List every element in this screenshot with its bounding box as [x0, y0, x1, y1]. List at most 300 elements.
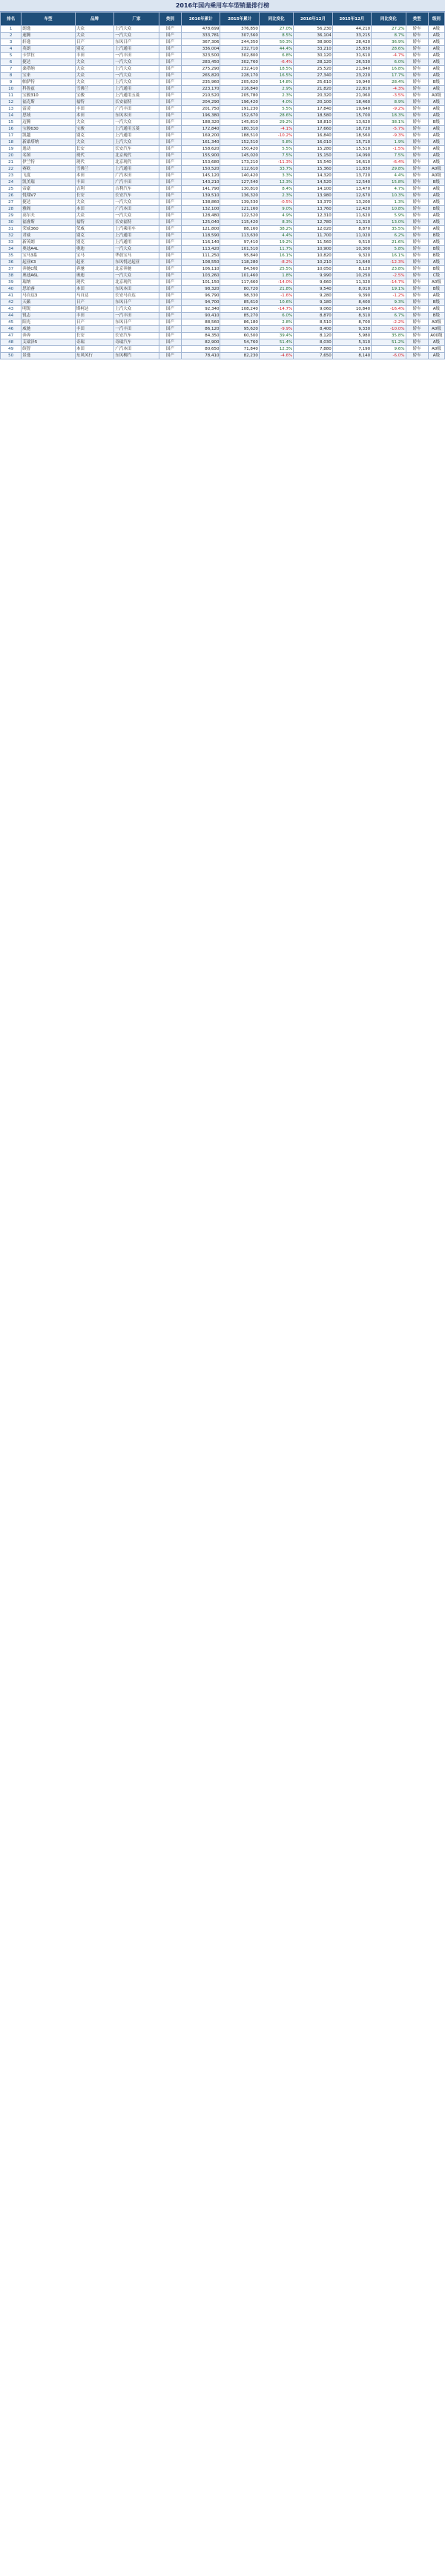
- cell-origin: 国产: [159, 306, 181, 313]
- cell-maker: 长安福特: [114, 219, 159, 226]
- cell-ytd-2016: 275,290: [182, 66, 220, 73]
- cell-origin: 国产: [159, 299, 181, 306]
- cell-car: 帝豪: [22, 186, 76, 193]
- cell-origin: 国产: [159, 66, 181, 73]
- cell-ytd-2016: 145,120: [182, 173, 220, 179]
- table-row: [1, 259, 445, 266]
- cell-brand: 雪佛兰: [75, 86, 113, 93]
- cell-origin: 国产: [159, 213, 181, 219]
- cell-ytd-2015: 112,610: [220, 166, 259, 173]
- cell-dec-2015: 8,700: [332, 319, 371, 326]
- cell-body: 轿车: [406, 139, 428, 146]
- cell-rank: 10: [1, 86, 22, 93]
- cell-ytd-2016: 108,550: [182, 259, 220, 266]
- table-row: [1, 299, 445, 306]
- table-row: [1, 233, 445, 239]
- cell-level: A级: [428, 306, 444, 313]
- cell-dec-change: 35.8%: [372, 333, 406, 339]
- cell-level: B级: [428, 266, 444, 273]
- cell-ytd-2016: 118,590: [182, 233, 220, 239]
- cell-ytd-2015: 121,160: [220, 206, 259, 213]
- cell-brand: 现代: [75, 153, 113, 159]
- cell-body: 轿车: [406, 179, 428, 186]
- cell-dec-2016: 14,100: [294, 186, 332, 193]
- cell-car: 奥迪A4L: [22, 246, 76, 253]
- cell-level: A级: [428, 226, 444, 233]
- cell-origin: 国产: [159, 279, 181, 286]
- cell-ytd-2015: 376,850: [220, 26, 259, 33]
- cell-body: 轿车: [406, 133, 428, 139]
- cell-body: 轿车: [406, 273, 428, 279]
- cell-body: 轿车: [406, 99, 428, 106]
- cell-ytd-2015: 136,320: [220, 193, 259, 199]
- cell-car: 轩逸: [22, 39, 76, 46]
- cell-dec-2015: 8,870: [332, 226, 371, 233]
- cell-dec-change: -5.7%: [372, 126, 406, 133]
- cell-brand: 长安: [75, 193, 113, 199]
- cell-car: 明锐: [22, 306, 76, 313]
- cell-body: 轿车: [406, 326, 428, 333]
- cell-dec-2016: 28,120: [294, 59, 332, 66]
- cell-origin: 国产: [159, 179, 181, 186]
- cell-maker: 东风本田: [114, 286, 159, 293]
- cell-ytd-2015: 232,410: [220, 66, 259, 73]
- cell-brand: 本田: [75, 286, 113, 293]
- cell-brand: 日产: [75, 319, 113, 326]
- cell-dec-change: 18.3%: [372, 113, 406, 119]
- cell-brand: 东风风行: [75, 353, 113, 359]
- cell-ytd-2015: 145,810: [220, 119, 259, 126]
- header-dec-2015: 2015年12月: [332, 13, 371, 26]
- cell-ytd-change: 14.8%: [259, 79, 293, 86]
- cell-ytd-2015: 82,230: [220, 353, 259, 359]
- cell-ytd-change: 25.5%: [259, 266, 293, 273]
- cell-maker: 广汽本田: [114, 206, 159, 213]
- cell-maker: 奇瑞汽车: [114, 339, 159, 346]
- cell-ytd-2016: 78,410: [182, 353, 220, 359]
- cell-rank: 31: [1, 226, 22, 233]
- cell-ytd-2016: 82,900: [182, 339, 220, 346]
- table-row: [1, 279, 445, 286]
- cell-ytd-2015: 152,670: [220, 113, 259, 119]
- cell-body: 轿车: [406, 299, 428, 306]
- cell-brand: 宝骏: [75, 126, 113, 133]
- header-rank: 排名: [1, 13, 22, 26]
- cell-maker: 上汽大众: [114, 306, 159, 313]
- cell-maker: 上汽通用五菱: [114, 93, 159, 99]
- cell-level: A级: [428, 193, 444, 199]
- cell-maker: 上汽通用: [114, 46, 159, 53]
- cell-dec-change: 8.9%: [372, 99, 406, 106]
- cell-maker: 一汽丰田: [114, 326, 159, 333]
- cell-rank: 7: [1, 66, 22, 73]
- cell-ytd-change: 33.7%: [259, 166, 293, 173]
- cell-maker: 上汽通用: [114, 133, 159, 139]
- cell-dec-change: -2.2%: [372, 319, 406, 326]
- cell-rank: 30: [1, 219, 22, 226]
- cell-ytd-2016: 336,004: [182, 46, 220, 53]
- cell-dec-change: 51.2%: [372, 339, 406, 346]
- cell-brand: 大众: [75, 26, 113, 33]
- cell-rank: 2: [1, 33, 22, 39]
- table-row: [1, 166, 445, 173]
- cell-ytd-2016: 223,170: [182, 86, 220, 93]
- cell-dec-2015: 8,310: [332, 313, 371, 319]
- cell-ytd-2015: 150,420: [220, 146, 259, 153]
- cell-dec-change: 16.1%: [372, 253, 406, 259]
- cell-dec-2015: 44,210: [332, 26, 371, 33]
- cell-rank: 12: [1, 99, 22, 106]
- cell-level: B级: [428, 253, 444, 259]
- cell-dec-2016: 9,060: [294, 306, 332, 313]
- header-level: 级别: [428, 13, 444, 26]
- cell-body: 轿车: [406, 79, 428, 86]
- cell-rank: 33: [1, 239, 22, 246]
- cell-level: A级: [428, 106, 444, 113]
- cell-dec-2016: 7,650: [294, 353, 332, 359]
- cell-origin: 国产: [159, 39, 181, 46]
- cell-origin: 国产: [159, 333, 181, 339]
- cell-dec-2016: 7,880: [294, 346, 332, 353]
- cell-ytd-2015: 95,620: [220, 326, 259, 333]
- cell-brand: 丰田: [75, 106, 113, 113]
- cell-dec-2016: 8,510: [294, 319, 332, 326]
- cell-dec-2015: 8,120: [332, 266, 371, 273]
- cell-ytd-2015: 130,810: [220, 186, 259, 193]
- cell-level: A级: [428, 339, 444, 346]
- cell-maker: 一汽大众: [114, 273, 159, 279]
- cell-ytd-2016: 141,790: [182, 186, 220, 193]
- cell-level: A0级: [428, 326, 444, 333]
- cell-dec-2016: 18,580: [294, 113, 332, 119]
- cell-dec-change: 23.8%: [372, 266, 406, 273]
- table-row: [1, 186, 445, 193]
- cell-dec-2016: 12,780: [294, 219, 332, 226]
- table-row: [1, 133, 445, 139]
- cell-car: 逸动: [22, 146, 76, 153]
- header-car: 车型: [22, 13, 76, 26]
- header-dec-2016: 2016年12月: [294, 13, 332, 26]
- cell-origin: 国产: [159, 253, 181, 259]
- cell-brand: 本田: [75, 113, 113, 119]
- cell-ytd-change: 7.5%: [259, 153, 293, 159]
- cell-level: B级: [428, 299, 444, 306]
- cell-body: 轿车: [406, 173, 428, 179]
- cell-car: 赛欧: [22, 166, 76, 173]
- cell-origin: 国产: [159, 326, 181, 333]
- cell-ytd-2016: 283,450: [182, 59, 220, 66]
- cell-maker: 上汽大众: [114, 26, 159, 33]
- cell-brand: 福特: [75, 219, 113, 226]
- cell-dec-2015: 16,610: [332, 159, 371, 166]
- cell-body: 轿车: [406, 333, 428, 339]
- cell-dec-2015: 11,320: [332, 279, 371, 286]
- cell-dec-change: 6.2%: [372, 233, 406, 239]
- cell-level: A级: [428, 139, 444, 146]
- cell-dec-2016: 27,340: [294, 73, 332, 79]
- cell-origin: 国产: [159, 199, 181, 206]
- cell-rank: 27: [1, 199, 22, 206]
- cell-origin: 国产: [159, 99, 181, 106]
- cell-maker: 吉利汽车: [114, 186, 159, 193]
- cell-rank: 44: [1, 313, 22, 319]
- cell-body: 轿车: [406, 159, 428, 166]
- cell-ytd-2016: 235,960: [182, 79, 220, 86]
- header-maker: 厂家: [114, 13, 159, 26]
- cell-ytd-2016: 125,040: [182, 219, 220, 226]
- cell-dec-2016: 36,104: [294, 33, 332, 39]
- header-ytd-change: 同比变化: [259, 13, 293, 26]
- cell-origin: 国产: [159, 53, 181, 59]
- cell-brand: 现代: [75, 279, 113, 286]
- cell-maker: 上汽通用五菱: [114, 126, 159, 133]
- cell-ytd-change: 27.0%: [259, 26, 293, 33]
- cell-car: 阳光: [22, 319, 76, 326]
- cell-maker: 北京现代: [114, 153, 159, 159]
- cell-ytd-change: 12.3%: [259, 179, 293, 186]
- cell-body: 轿车: [406, 33, 428, 39]
- cell-maker: 广汽本田: [114, 346, 159, 353]
- cell-dec-change: -1.2%: [372, 293, 406, 299]
- cell-body: 轿车: [406, 319, 428, 326]
- cell-ytd-change: 5.5%: [259, 146, 293, 153]
- cell-car: 福睿斯: [22, 219, 76, 226]
- table-body: [1, 26, 445, 359]
- cell-dec-change: 5.9%: [372, 213, 406, 219]
- cell-car: 飞度: [22, 173, 76, 179]
- cell-ytd-2016: 210,520: [182, 93, 220, 99]
- cell-dec-2016: 8,400: [294, 326, 332, 333]
- cell-rank: 15: [1, 119, 22, 126]
- cell-level: A级: [428, 99, 444, 106]
- cell-dec-2016: 9,540: [294, 286, 332, 293]
- cell-dec-change: -4.3%: [372, 86, 406, 93]
- cell-dec-2016: 9,280: [294, 293, 332, 299]
- cell-body: 轿车: [406, 353, 428, 359]
- cell-car: 君威: [22, 233, 76, 239]
- cell-body: 轿车: [406, 66, 428, 73]
- cell-rank: 23: [1, 173, 22, 179]
- table-row: [1, 286, 445, 293]
- cell-dec-2015: 8,010: [332, 286, 371, 293]
- cell-dec-change: 28.6%: [372, 46, 406, 53]
- cell-dec-change: 19.1%: [372, 286, 406, 293]
- cell-rank: 49: [1, 346, 22, 353]
- cell-dec-2015: 31,610: [332, 53, 371, 59]
- cell-car: 帕萨特: [22, 79, 76, 86]
- table-row: [1, 346, 445, 353]
- table-row: [1, 99, 445, 106]
- cell-level: A级: [428, 59, 444, 66]
- cell-dec-2015: 8,400: [332, 299, 371, 306]
- cell-ytd-2016: 92,340: [182, 306, 220, 313]
- cell-body: 轿车: [406, 73, 428, 79]
- cell-rank: 43: [1, 306, 22, 313]
- table-row: [1, 26, 445, 33]
- cell-car: 宝骏630: [22, 126, 76, 133]
- cell-dec-change: -10.0%: [372, 326, 406, 333]
- cell-ytd-2015: 113,630: [220, 233, 259, 239]
- cell-car: 荣威360: [22, 226, 76, 233]
- cell-ytd-2015: 54,760: [220, 339, 259, 346]
- cell-ytd-2015: 191,230: [220, 106, 259, 113]
- cell-body: 轿车: [406, 246, 428, 253]
- cell-dec-2016: 20,100: [294, 99, 332, 106]
- header-type: 类别: [159, 13, 181, 26]
- cell-body: 轿车: [406, 293, 428, 299]
- cell-origin: 国产: [159, 319, 181, 326]
- cell-maker: 一汽大众: [114, 73, 159, 79]
- cell-ytd-change: 6.8%: [259, 53, 293, 59]
- cell-rank: 48: [1, 339, 22, 346]
- cell-ytd-2016: 155,900: [182, 153, 220, 159]
- cell-brand: 斯柯达: [75, 306, 113, 313]
- cell-ytd-change: 12.3%: [259, 346, 293, 353]
- cell-rank: 14: [1, 113, 22, 119]
- cell-ytd-change: 8.4%: [259, 186, 293, 193]
- cell-ytd-2015: 101,510: [220, 246, 259, 253]
- table-row: [1, 59, 445, 66]
- table-row: [1, 273, 445, 279]
- cell-maker: 一汽大众: [114, 33, 159, 39]
- cell-level: A级: [428, 53, 444, 59]
- cell-level: B级: [428, 313, 444, 319]
- cell-dec-change: 7.5%: [372, 153, 406, 159]
- cell-maker: 一汽丰田: [114, 313, 159, 319]
- cell-dec-2016: 38,900: [294, 39, 332, 46]
- cell-ytd-2015: 60,500: [220, 333, 259, 339]
- cell-origin: 国产: [159, 126, 181, 133]
- cell-ytd-2016: 132,100: [182, 206, 220, 213]
- cell-dec-2016: 21,820: [294, 86, 332, 93]
- cell-car: 艾瑞泽5: [22, 339, 76, 346]
- cell-origin: 国产: [159, 46, 181, 53]
- cell-ytd-change: 29.2%: [259, 119, 293, 126]
- cell-brand: 日产: [75, 299, 113, 306]
- cell-brand: 宝马: [75, 253, 113, 259]
- cell-car: 迈腾: [22, 119, 76, 126]
- cell-maker: 一汽大众: [114, 246, 159, 253]
- cell-ytd-2016: 101,150: [182, 279, 220, 286]
- table-row: [1, 333, 445, 339]
- cell-ytd-2016: 138,860: [182, 199, 220, 206]
- cell-dec-2015: 15,700: [332, 113, 371, 119]
- cell-brand: 别克: [75, 233, 113, 239]
- cell-car: 起亚K3: [22, 259, 76, 266]
- cell-ytd-2015: 232,710: [220, 46, 259, 53]
- cell-ytd-2016: 84,350: [182, 333, 220, 339]
- cell-origin: 国产: [159, 159, 181, 166]
- cell-origin: 国产: [159, 226, 181, 233]
- header-body: 类型: [406, 13, 428, 26]
- cell-dec-2016: 30,120: [294, 53, 332, 59]
- cell-level: A级: [428, 26, 444, 33]
- cell-dec-change: 9.6%: [372, 346, 406, 353]
- cell-dec-change: 15.8%: [372, 179, 406, 186]
- cell-body: 轿车: [406, 146, 428, 153]
- table-row: [1, 53, 445, 59]
- cell-car: 名图: [22, 153, 76, 159]
- cell-body: 轿车: [406, 213, 428, 219]
- table-row: [1, 73, 445, 79]
- cell-ytd-2015: 80,720: [220, 286, 259, 293]
- table-row: [1, 219, 445, 226]
- cell-rank: 16: [1, 126, 22, 133]
- cell-ytd-2016: 139,510: [182, 193, 220, 199]
- cell-maker: 长安马自达: [114, 293, 159, 299]
- cell-brand: 大众: [75, 66, 113, 73]
- cell-maker: 长安汽车: [114, 333, 159, 339]
- cell-ytd-change: 16.1%: [259, 253, 293, 259]
- cell-rank: 6: [1, 59, 22, 66]
- cell-dec-change: 10.3%: [372, 193, 406, 199]
- cell-ytd-2015: 85,270: [220, 313, 259, 319]
- cell-dec-2016: 10,210: [294, 259, 332, 266]
- cell-brand: 奔驰: [75, 266, 113, 273]
- table-row: [1, 306, 445, 313]
- cell-dec-2015: 15,510: [332, 146, 371, 153]
- cell-dec-2016: 25,610: [294, 79, 332, 86]
- cell-dec-2016: 9,660: [294, 279, 332, 286]
- cell-ytd-2016: 169,200: [182, 133, 220, 139]
- cell-ytd-change: 2.3%: [259, 193, 293, 199]
- cell-car: 捷达: [22, 199, 76, 206]
- cell-rank: 21: [1, 159, 22, 166]
- cell-rank: 40: [1, 286, 22, 293]
- cell-origin: 国产: [159, 73, 181, 79]
- cell-car: 瑞纳: [22, 279, 76, 286]
- cell-rank: 11: [1, 93, 22, 99]
- cell-rank: 36: [1, 259, 22, 266]
- cell-ytd-2015: 216,840: [220, 86, 259, 93]
- cell-ytd-2015: 118,280: [220, 259, 259, 266]
- cell-dec-2016: 15,280: [294, 146, 332, 153]
- cell-body: 轿车: [406, 219, 428, 226]
- cell-origin: 国产: [159, 139, 181, 146]
- cell-dec-change: 4.7%: [372, 186, 406, 193]
- cell-dec-2016: 13,760: [294, 206, 332, 213]
- cell-dec-2016: 11,700: [294, 233, 332, 239]
- cell-maker: 上汽通用: [114, 166, 159, 173]
- cell-ytd-2015: 71,840: [220, 346, 259, 353]
- cell-dec-2016: 12,310: [294, 213, 332, 219]
- cell-dec-change: 17.7%: [372, 73, 406, 79]
- cell-brand: 大众: [75, 199, 113, 206]
- cell-dec-2015: 9,510: [332, 239, 371, 246]
- table-row: [1, 179, 445, 186]
- cell-brand: 马自达: [75, 293, 113, 299]
- cell-dec-2015: 28,420: [332, 39, 371, 46]
- cell-level: A级: [428, 113, 444, 119]
- cell-level: A级: [428, 126, 444, 133]
- cell-level: A级: [428, 86, 444, 93]
- cell-body: 轿车: [406, 186, 428, 193]
- cell-body: 轿车: [406, 119, 428, 126]
- table-row: [1, 153, 445, 159]
- cell-body: 轿车: [406, 113, 428, 119]
- cell-car: 景逸: [22, 353, 76, 359]
- cell-maker: 一汽丰田: [114, 53, 159, 59]
- cell-rank: 39: [1, 279, 22, 286]
- cell-rank: 5: [1, 53, 22, 59]
- cell-level: C级: [428, 273, 444, 279]
- cell-level: A级: [428, 186, 444, 193]
- cell-dec-2015: 10,840: [332, 306, 371, 313]
- cell-dec-2016: 9,990: [294, 273, 332, 279]
- cell-dec-2015: 21,060: [332, 93, 371, 99]
- cell-brand: 本田: [75, 173, 113, 179]
- cell-maker: 长安汽车: [114, 193, 159, 199]
